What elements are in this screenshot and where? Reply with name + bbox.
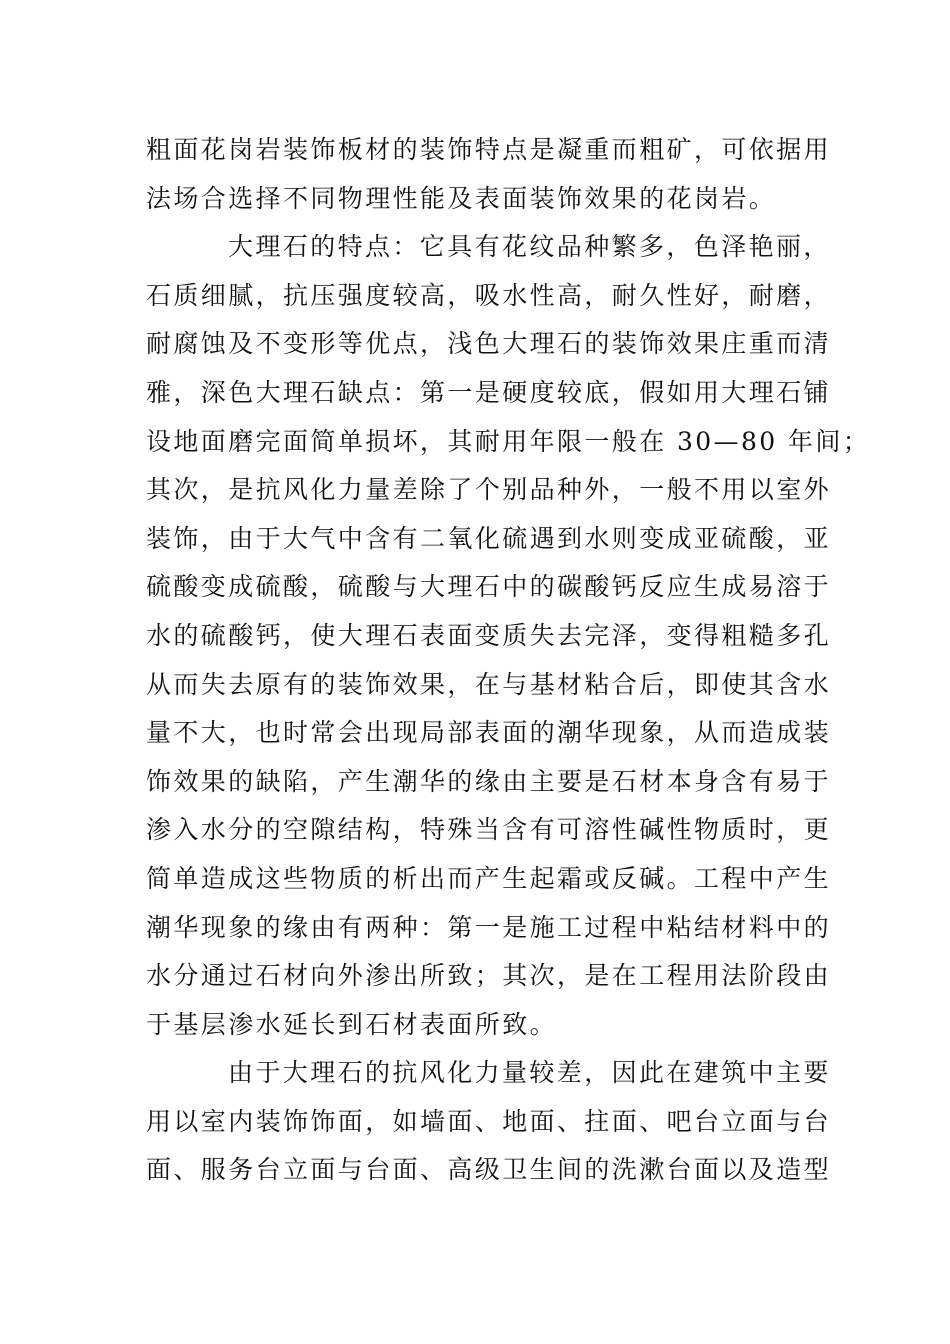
text-line: 粗面花岗岩装饰板材的装饰特点是凝重而粗矿，可依据用	[146, 135, 832, 164]
text-line: 水分通过石材向外渗出所致；其次，是在工程用法阶段由	[146, 961, 832, 991]
text-line: 石质细腻，抗压强度较高，吸水性高，耐久性好，耐磨，	[146, 280, 832, 310]
text-line: 量不大，也时常会出现局部表面的潮华现象，从而造成装	[146, 718, 832, 748]
text-line: 面、服务台立面与台面、高级卫生间的洗漱台面以及造型	[146, 1155, 832, 1185]
paragraph	[146, 1049, 832, 1195]
text-line: 简单造成这些物质的析出而产生起霜或反碱。工程中产生	[146, 863, 832, 893]
text-line: 潮华现象的缘由有两种：第一是施工过程中粘结材料中的	[146, 912, 832, 942]
text-line: 饰效果的缺陷，产生潮华的缘由主要是石材本身含有易于	[146, 766, 832, 796]
paragraph	[146, 223, 871, 1049]
text-line: 耐腐蚀及不变形等优点，浅色大理石的装饰效果庄重而清	[146, 329, 832, 359]
text-line: 其次，是抗风化力量差除了个别品种外，一般不用以室外	[146, 475, 832, 505]
text-line: 雅，深色大理石缺点：第一是硬度较底，假如用大理石铺	[146, 377, 832, 407]
text-line: 设地面磨完面简单损坏，其耐用年限一般在 30—80 年间；	[146, 426, 871, 456]
text-line: 从而失去原有的装饰效果，在与基材粘合后，即使其含水	[146, 669, 832, 699]
body-text	[146, 126, 871, 1195]
text-line: 大理石的特点：它具有花纹品种繁多，色泽艳丽，	[228, 232, 831, 262]
text-line: 硫酸变成硫酸，硫酸与大理石中的碳酸钙反应生成易溶于	[146, 572, 832, 602]
text-line: 用以室内装饰饰面，如墙面、地面、拄面、吧台立面与台	[146, 1106, 832, 1136]
text-line: 装饰，由于大气中含有二氧化硫遇到水则变成亚硫酸，亚	[146, 523, 832, 553]
paragraph	[146, 126, 832, 223]
text-line: 渗入水分的空隙结构，特殊当含有可溶性碱性物质时，更	[146, 815, 832, 845]
text-line: 水的硫酸钙，使大理石表面变质失去完泽，变得粗糙多孔	[146, 620, 832, 650]
text-line: 法场合选择不同物理性能及表面装饰效果的花岗岩。	[146, 183, 777, 213]
text-line: 由于大理石的抗风化力量较差，因此在建筑中主要	[228, 1058, 831, 1088]
text-line: 于基层渗水延长到石材表面所致。	[146, 1009, 558, 1039]
